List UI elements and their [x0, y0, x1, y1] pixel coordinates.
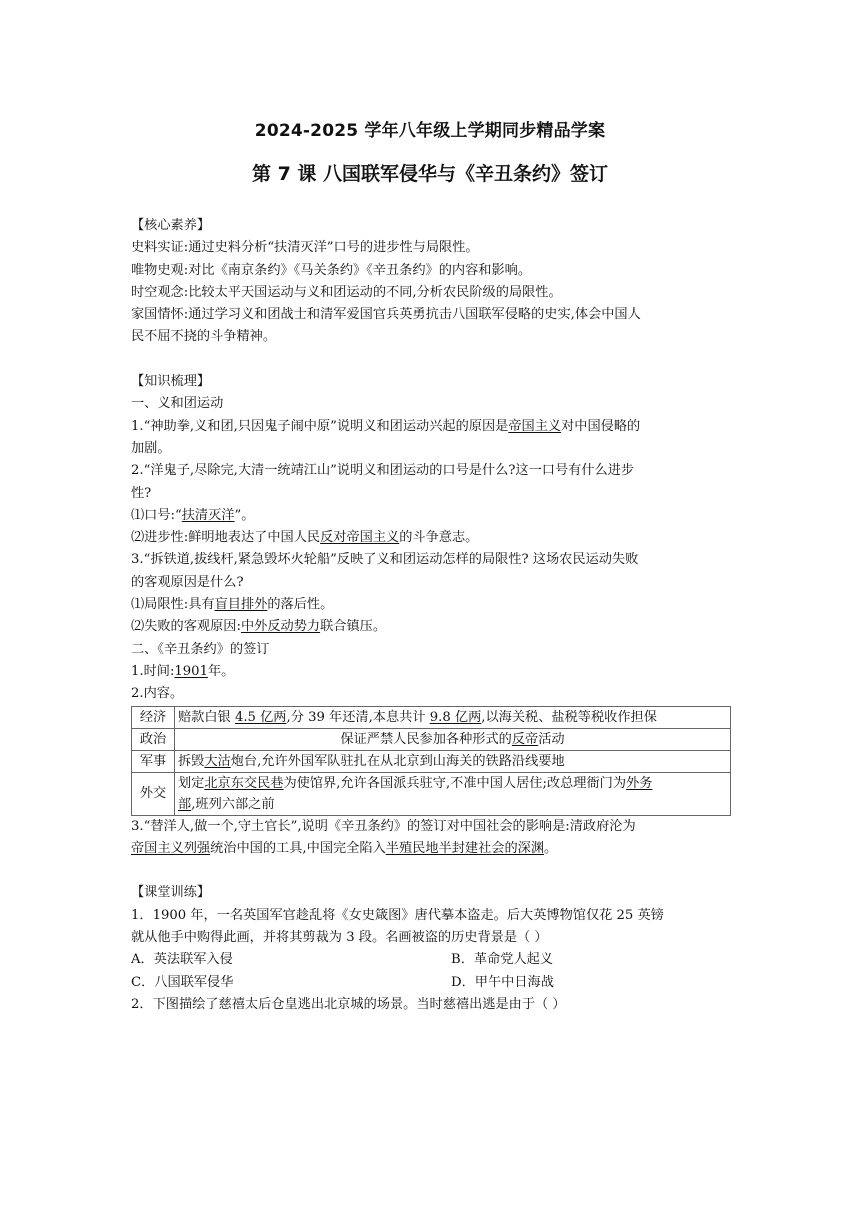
core-line: 唯物史观:对比《南京条约》《马关条约》《辛丑条约》的内容和影响。 [131, 262, 532, 278]
answer-line: ⑵失败的客观原因:中外反动势力联合镇压。 [131, 619, 387, 635]
question-line: 加剧。 [131, 440, 171, 456]
practice-heading: 【课堂训练】 [131, 885, 211, 901]
row-content: 拆毁大沽炮台,允许外国军队驻扎在从北京到山海关的铁路沿线要地 [175, 750, 731, 772]
answer-blank: 1901 [174, 663, 208, 679]
option-a[interactable]: A．英法联军入侵 [131, 952, 233, 968]
treaty-content-table [131, 706, 731, 816]
question-line: 性? [131, 485, 152, 501]
table-row [132, 750, 731, 772]
lesson-title: 第 7 课 八国联军侵华与《辛丑条约》签订 [251, 163, 609, 185]
option-d[interactable]: D．甲午中日海战 [451, 974, 554, 990]
row-label: 经济 [132, 706, 175, 728]
answer-blank: 帝国主义 [508, 418, 562, 434]
core-heading: 【核心素养】 [131, 218, 211, 233]
question-line: 2.内容。 [131, 686, 184, 702]
answer-blank: 盲目排外 [214, 597, 268, 613]
document-body [131, 215, 731, 1016]
option-c[interactable]: C．八国联军侵华 [131, 974, 234, 990]
knowledge-heading: 【知识梳理】 [131, 374, 211, 390]
answer-line: 1.时间:1901年。 [131, 663, 235, 679]
answer-blank: 反对帝国主义 [320, 530, 400, 546]
question-line: 1．1900 年，一名英国军官趁乱将《女史箴图》唐代摹本盗走。后大英博物馆仅花 25 英镑 [131, 907, 664, 923]
answer-line: ⑴口号:“扶清灭洋”。 [131, 507, 255, 523]
section-heading-1: 一、义和团运动 [131, 396, 224, 412]
answer-line: ⑴局限性:具有盲目排外的落后性。 [131, 597, 334, 613]
answer-blank: 中外反动势力 [240, 619, 321, 635]
question-line: 2.“洋鬼子,尽除完,大清一统靖江山”说明义和团运动的口号是什么?这一口号有什么进步 [131, 463, 635, 479]
core-line: 民不屈不挠的斗争精神。 [131, 329, 277, 345]
core-line: 史料实证:通过史料分析“扶清灭洋”口号的进步性与局限性。 [131, 240, 479, 256]
options-row [131, 949, 731, 971]
options-row [131, 972, 731, 994]
question-line: 3.“拆铁道,拔线杆,紧急毁坏火轮船”反映了义和团运动怎样的局限性? 这场农民运动失败 [131, 552, 639, 568]
table-row [132, 772, 731, 815]
row-label: 外交 [132, 772, 175, 815]
question-line: 的客观原因是什么? [131, 574, 244, 590]
row-content: 划定北京东交民巷为使馆界,允许各国派兵驻守,不准中国人居住;改总理衙门为外务 部,班列六部之前 [175, 772, 731, 815]
answer-blank: 扶清灭洋 [181, 507, 235, 523]
question-line: 3.“替洋人,做一个,守土官长”,说明《辛丑条约》的签订对中国社会的影响是:清政府沦为 [131, 818, 636, 834]
table-row [132, 728, 731, 750]
option-b[interactable]: B．革命党人起义 [451, 952, 554, 968]
question-line: 就从他手中购得此画，并将其剪裁为 3 段。名画被盗的历史背景是（ ） [131, 930, 548, 946]
section-heading-2: 二、《辛丑条约》的签订 [131, 641, 270, 657]
document-title: 2024-2025 学年八年级上学期同步精品学案 [254, 121, 606, 141]
core-line: 时空观念:比较太平天国运动与义和团运动的不同,分析农民阶级的局限性。 [131, 284, 562, 300]
question-line: 2．下图描绘了慈禧太后仓皇逃出北京城的场景。当时慈禧出逃是由于（ ） [131, 996, 566, 1012]
answer-blank: 半殖民地半封建社会的深渊 [385, 840, 545, 856]
row-content: 保证严禁人民参加各种形式的反帝活动 [175, 728, 731, 750]
core-line: 家国情怀:通过学习义和团战士和清军爱国官兵英勇抗击八国联军侵略的史实,体会中国人 [131, 307, 641, 323]
row-label: 军事 [132, 750, 175, 772]
answer-blank: 帝国主义列强 [131, 840, 211, 856]
table-row [132, 706, 731, 728]
answer-line: ⑵进步性:鲜明地表达了中国人民反对帝国主义的斗争意志。 [131, 530, 479, 546]
row-label: 政治 [132, 728, 175, 750]
question-line: 1.“神助拳,义和团,只因鬼子闹中原”说明义和团运动兴起的原因是帝国主义对中国侵略的 [131, 418, 641, 434]
row-content: 赔款白银 4.5 亿两,分 39 年还清,本息共计 9.8 亿两,以海关税、盐税等税收作担保 [175, 706, 731, 728]
answer-line: 帝国主义列强统治中国的工具,中国完全陷入半殖民地半封建社会的深渊。 [131, 840, 558, 856]
